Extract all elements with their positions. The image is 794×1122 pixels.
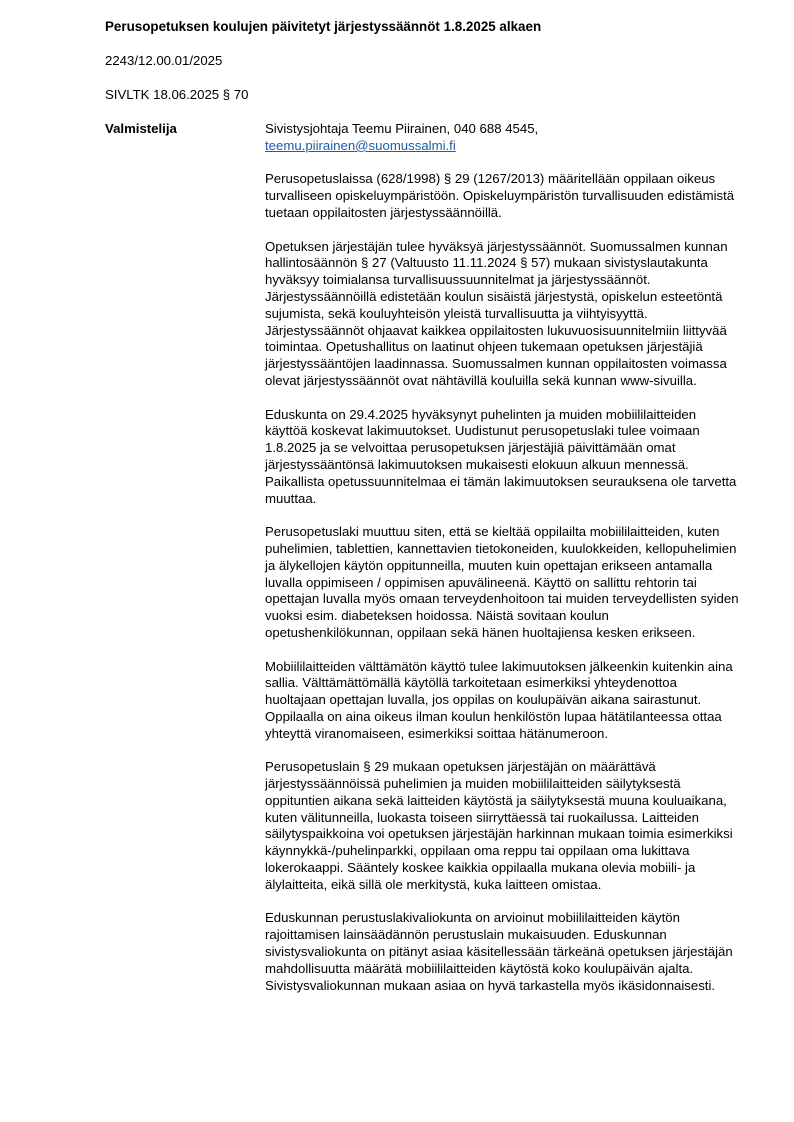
document-body	[265, 121, 740, 1011]
preparer-contact-text: Sivistysjohtaja Teemu Piirainen, 040 688 4545,	[265, 121, 539, 136]
meeting-reference: SIVLTK 18.06.2025 § 70	[105, 87, 249, 102]
reference-number: 2243/12.00.01/2025	[105, 53, 223, 68]
paragraph-5: Mobiililaitteiden välttämätön käyttö tulee lakimuutoksen jälkeenkin kuitenkin aina sallia. Välttämättömällä käytöllä tarkoitetaan esimerkiksi yhteydenottoa huoltajaan opettajan luvalla, jos oppilas on koulupäivän aikana sairastunut. Oppilaalla on aina oikeus ilman koulun henkilöstön lupaa hätätilanteessa ottaa yhteyttä viranomaiseen, esimerkiksi soittaa hätänumeroon.	[265, 658, 733, 741]
preparer-email-link[interactable]: teemu.piirainen@suomussalmi.fi	[265, 137, 456, 153]
paragraph-7: Eduskunnan perustuslakivaliokunta on arvioinut mobiililaitteiden käytön rajoittamisen lainsäädännön perustuslain mukaisuuden. Eduskunnan sivistysvaliokunta on pitänyt asiaa käsitellessään tärkeänä opetuksen järjestäjän mahdollisuutta määrätä mobiililaitteiden käytöstä koko koulupäivän ajalta. Sivistysvaliokunnan mukaan asiaa on hyvä tarkastella myös ikäsidonnaisesti.	[265, 910, 733, 993]
paragraph-1: Perusopetuslaissa (628/1998) § 29 (1267/2013) määritellään oppilaan oikeus turvalliseen opiskeluympäristöön. Opiskeluympäristön turvallisuuden edistämistä tuetaan oppilaitosten järjestyssäännöillä.	[265, 171, 735, 220]
paragraph-2: Opetuksen järjestäjän tulee hyväksyä järjestyssäännöt. Suomussalmen kunnan hallintosäännön § 27 (Valtuusto 11.11.2024 § 57) mukaan sivistyslautakunta hyväksyy toimialansa turvallisuussuunnitelmat ja järjestyssäännöt. Järjestyssäännöillä edistetään koulun sisäistä järjestystä, opiskelun esteetöntä sujumista, sekä kouluyhteisön yleistä turvallisuutta ja viihtyisyyttä. Järjestyssäännöt ohjaavat kaikkea oppilaitosten lukuvuosisuunnitelmiin liittyvää toimintaa. Opetushallitus on laatinut ohjeen tukemaan opetuksen järjestäjiä järjestyssääntöjen laadinnassa. Suomussalmen kunnan oppilaitosten voimassa olevat järjestyssäännöt ovat nähtävillä kouluilla sekä kunnan www-sivuilla.	[265, 238, 728, 388]
paragraph-6: Perusopetuslain § 29 mukaan opetuksen järjestäjän on määrättävä järjestyssäännöissä puhelimien ja muiden mobiililaitteiden säilytyksestä oppituntien aikana sekä laitteiden käytöstä ja säilytyksestä muuna kouluaikana, kuten välitunneilla, luokasta toiseen siirryttäessä tai ruokailussa. Laitteiden säilytyspaikkoina voi opetuksen järjestäjän harkinnan mukaan toimia esimerkiksi käynnykkä-/puhelinparkki, oppilaan oma reppu tai oppilaan oma lukittava lokerokaappi. Sääntely koskee kaikkia oppilaalla mukana olevia mobiili- ja älylaitteita, eikä sillä ole merkitystä, kuka laitteen omistaa.	[265, 759, 733, 892]
paragraph-4: Perusopetuslaki muuttuu siten, että se kieltää oppilailta mobiililaitteiden, kuten puhelimien, tablettien, kannettavien tietokoneiden, kuulokkeiden, kellopuhelimien ja älykellojen käytön oppitunneilla, muuten kuin opettajan erikseen antamalla luvalla oppimiseen / oppimisen apuvälineenä. Käyttö on sallittu rehtorin tai opettajan luvalla myös omaan terveydenhoitoon tai muiden terveydellisten syiden vuoksi esim. diabeteksen hoidossa. Näistä sovitaan koulun opetushenkilökunnan, oppilaan sekä hänen huoltajiensa kesken erikseen.	[265, 524, 739, 640]
paragraph-3: Eduskunta on 29.4.2025 hyväksynyt puhelinten ja muiden mobiililaitteiden käyttöä koskevat lakimuutokset. Uudistunut perusopetuslaki tulee voimaan 1.8.2025 ja se velvoittaa perusopetuksen järjestäjiä päivittämään omat järjestyssääntönsä lakimuutoksen mukaisesti elokuun alkuun mennessä. Paikallista opetussuunnitelmaa ei tämän lakimuutoksen seurauksena ole tarvetta muuttaa.	[265, 406, 737, 506]
preparer-contact	[265, 121, 740, 155]
page-title: Perusopetuksen koulujen päivitetyt järjestyssäännöt 1.8.2025 alkaen	[105, 19, 542, 34]
preparer-label: Valmistelija	[105, 121, 177, 136]
